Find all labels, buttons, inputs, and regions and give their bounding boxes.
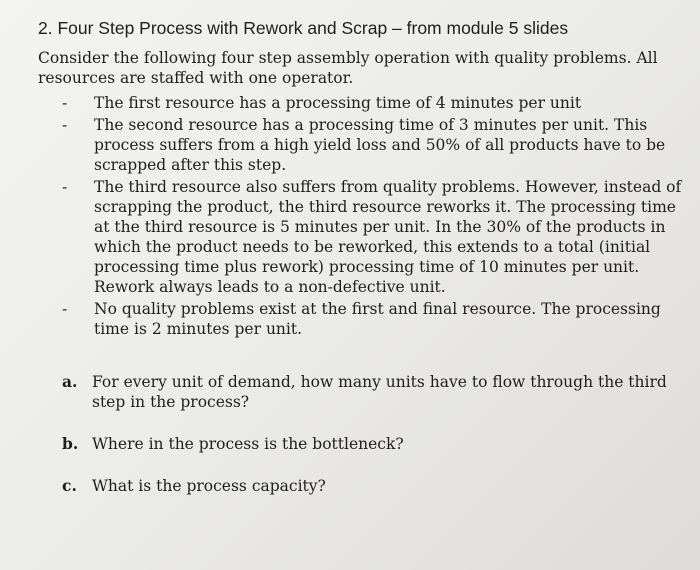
- bullet-dash: -: [62, 300, 68, 318]
- problem-title: 2. Four Step Process with Rework and Scrap – from module 5 slides: [38, 18, 569, 38]
- question-a: [62, 372, 682, 412]
- list-item-resource-2: [62, 115, 692, 175]
- bullet-text: The second resource has a processing time of 3 minutes per unit. This process suffers from a high yield loss and 50% of all products have to be scrapped after this step.: [94, 116, 666, 174]
- question-label: a.: [62, 372, 78, 391]
- question-text: What is the process capacity?: [92, 477, 326, 495]
- intro-text: Consider the following four step assembly operation with quality problems. All resources are staffed with one operator.: [38, 49, 658, 87]
- bullet-dash: -: [62, 94, 68, 112]
- bullet-dash: -: [62, 178, 68, 196]
- question-label: c.: [62, 476, 77, 495]
- question-c: [62, 476, 682, 496]
- list-item-resource-3: [62, 177, 692, 297]
- question-b: [62, 434, 682, 454]
- list-item-resource-4: [62, 299, 692, 339]
- question-label: b.: [62, 434, 79, 453]
- bullet-dash: -: [62, 116, 68, 134]
- list-item-resource-1: [62, 93, 692, 113]
- question-text: Where in the process is the bottleneck?: [92, 435, 404, 453]
- problem-intro: [38, 48, 683, 88]
- bullet-text: The third resource also suffers from quality problems. However, instead of scrapping the product, the third resource reworks it. The processing time at the third resource is 5 minutes per unit. In the 30% of the products in which the product needs to be reworked, this extends to a total (initial processing time plus rework) processing time of 10 minutes per unit. Rework always leads to a non-defective unit.: [94, 178, 682, 296]
- bullet-text: No quality problems exist at the first and final resource. The processing time is 2 minutes per unit.: [94, 300, 661, 338]
- resource-list: [62, 93, 692, 341]
- question-list: [62, 372, 682, 518]
- question-text: For every unit of demand, how many units have to flow through the third step in the process?: [92, 373, 667, 411]
- bullet-text: The first resource has a processing time of 4 minutes per unit: [94, 94, 582, 112]
